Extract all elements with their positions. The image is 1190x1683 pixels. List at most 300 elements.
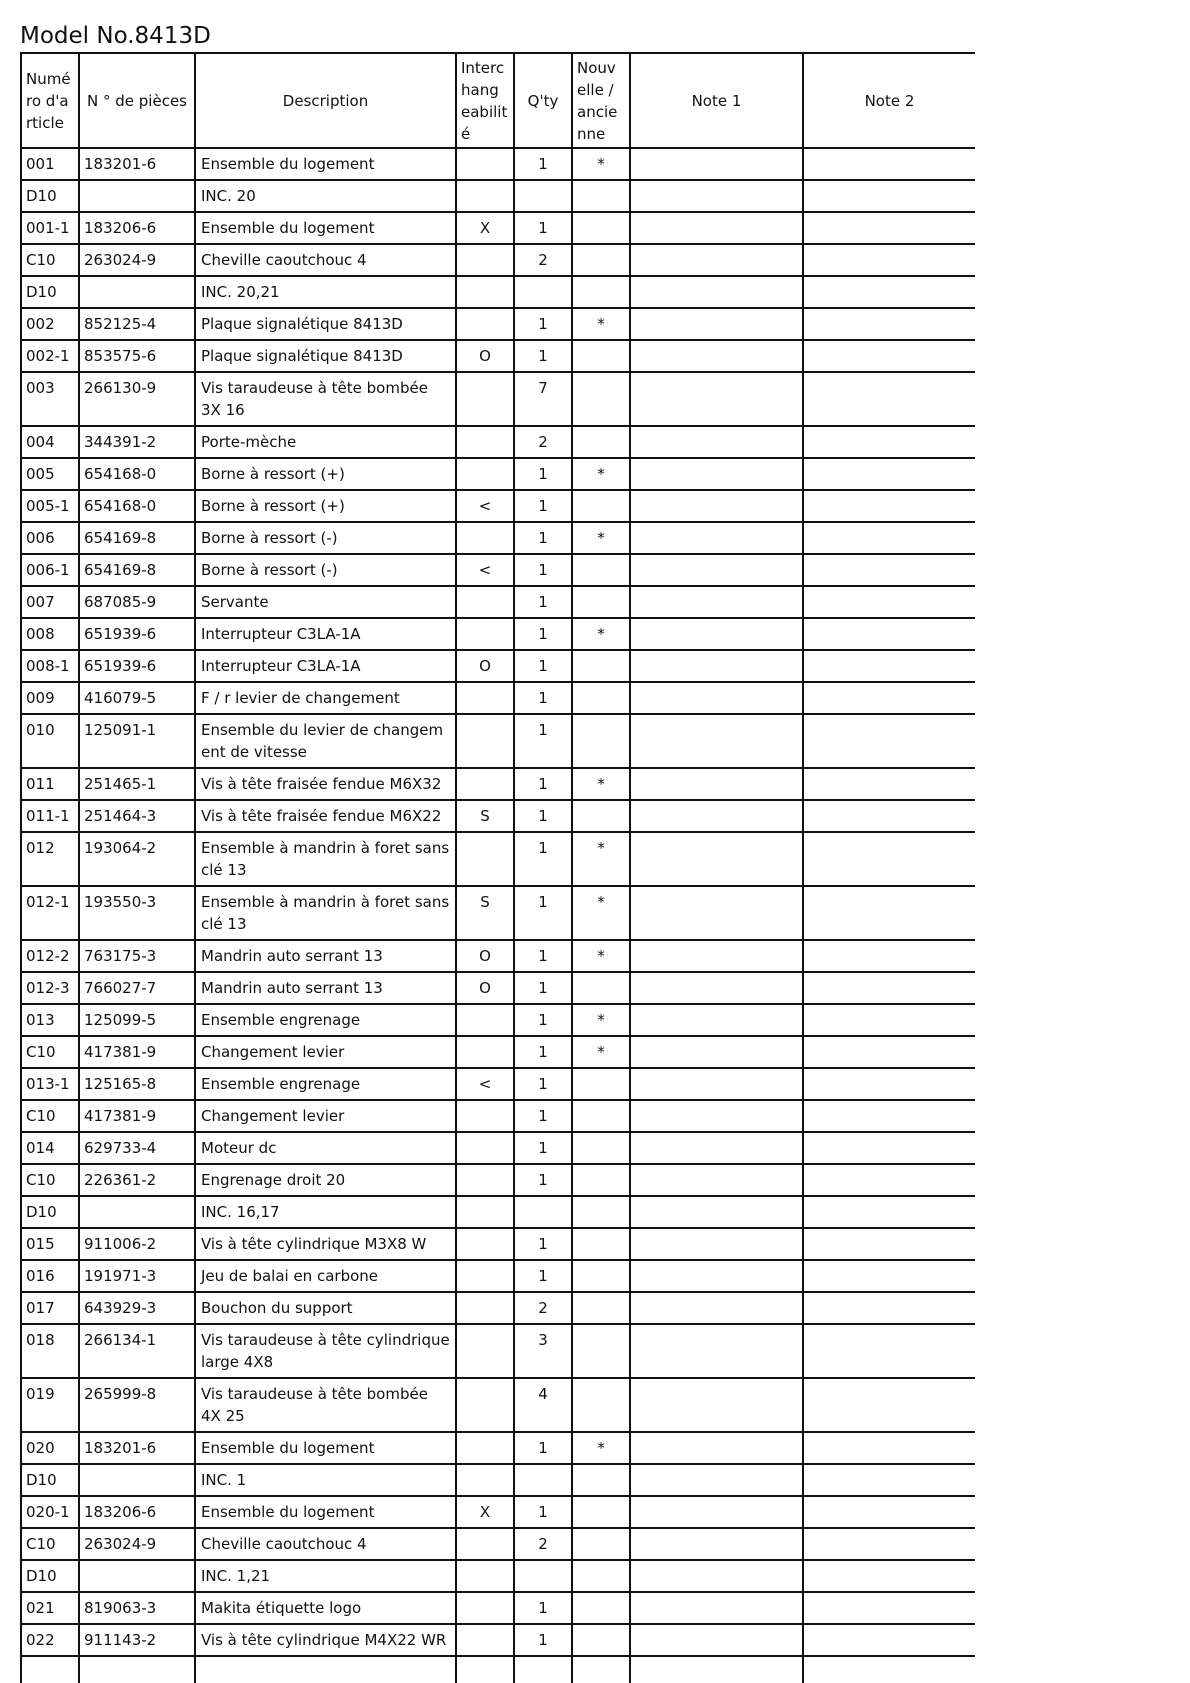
table-header	[21, 53, 975, 148]
cell-note-2	[803, 1036, 975, 1068]
cell-description: Mandrin auto serrant 13	[195, 940, 456, 972]
table-row	[21, 886, 975, 940]
cell-qty	[514, 1196, 572, 1228]
cell-note-2	[803, 832, 975, 886]
cell-part-no	[79, 180, 195, 212]
cell-interchangeability	[456, 768, 514, 800]
cell-part-no: 193064-2	[79, 832, 195, 886]
cell-note-2	[803, 1496, 975, 1528]
cell-qty	[514, 276, 572, 308]
cell-qty: 1	[514, 1036, 572, 1068]
table-row	[21, 650, 975, 682]
cell-interchangeability	[456, 586, 514, 618]
table-row	[21, 1132, 975, 1164]
cell-article-no: 001	[21, 148, 79, 180]
cell-qty: 1	[514, 800, 572, 832]
cell-interchangeability	[456, 1004, 514, 1036]
table-row	[21, 1528, 975, 1560]
cell-interchangeability	[456, 1164, 514, 1196]
header-description: Description	[195, 53, 456, 148]
cell-note-2	[803, 148, 975, 180]
cell-note-2	[803, 586, 975, 618]
table-row	[21, 244, 975, 276]
cell-note-1	[630, 1132, 803, 1164]
cell-part-no: 654169-8	[79, 554, 195, 586]
cell-qty: 1	[514, 458, 572, 490]
cell-new-old	[572, 1378, 630, 1432]
cell-interchangeability	[456, 1432, 514, 1464]
cell-note-2	[803, 1624, 975, 1656]
cell-article-no: 016	[21, 1260, 79, 1292]
cell-interchangeability	[456, 1624, 514, 1656]
cell-description: Ensemble à mandrin à foret sans clé 13	[195, 886, 456, 940]
cell-note-2	[803, 1132, 975, 1164]
empty-cell	[21, 1656, 79, 1683]
cell-note-1	[630, 212, 803, 244]
cell-description: Vis à tête fraisée fendue M6X22	[195, 800, 456, 832]
cell-note-2	[803, 618, 975, 650]
cell-interchangeability	[456, 148, 514, 180]
cell-qty	[514, 1560, 572, 1592]
cell-note-1	[630, 308, 803, 340]
cell-new-old	[572, 554, 630, 586]
table-row	[21, 1324, 975, 1378]
cell-note-2	[803, 1560, 975, 1592]
cell-description: Borne à ressort (-)	[195, 554, 456, 586]
cell-note-1	[630, 372, 803, 426]
cell-description: Vis à tête cylindrique M3X8 W	[195, 1228, 456, 1260]
table-row	[21, 1004, 975, 1036]
table-row-cutoff	[21, 1656, 975, 1683]
table-row	[21, 490, 975, 522]
cell-new-old	[572, 1624, 630, 1656]
cell-note-2	[803, 308, 975, 340]
empty-cell	[456, 1656, 514, 1683]
cell-part-no: 125091-1	[79, 714, 195, 768]
cell-description: INC. 20	[195, 180, 456, 212]
cell-part-no: 183206-6	[79, 1496, 195, 1528]
header-note-1: Note 1	[630, 53, 803, 148]
cell-new-old: *	[572, 308, 630, 340]
cell-description: Vis taraudeuse à tête bombée 4X 25	[195, 1378, 456, 1432]
table-row	[21, 1260, 975, 1292]
cell-part-no: 643929-3	[79, 1292, 195, 1324]
cell-note-1	[630, 1004, 803, 1036]
cell-new-old	[572, 972, 630, 1004]
cell-note-2	[803, 180, 975, 212]
cell-interchangeability	[456, 832, 514, 886]
cell-new-old	[572, 1228, 630, 1260]
cell-note-2	[803, 1292, 975, 1324]
header-qty: Q'ty	[514, 53, 572, 148]
cell-article-no: 012-1	[21, 886, 79, 940]
cell-note-2	[803, 1528, 975, 1560]
cell-description: Moteur dc	[195, 1132, 456, 1164]
cell-interchangeability	[456, 1560, 514, 1592]
cell-qty: 1	[514, 940, 572, 972]
cell-article-no: 013-1	[21, 1068, 79, 1100]
cell-note-1	[630, 682, 803, 714]
cell-note-1	[630, 276, 803, 308]
cell-note-2	[803, 490, 975, 522]
cell-note-1	[630, 618, 803, 650]
cell-qty: 1	[514, 1132, 572, 1164]
cell-part-no: 263024-9	[79, 244, 195, 276]
cell-article-no: 012	[21, 832, 79, 886]
cell-note-1	[630, 1036, 803, 1068]
cell-part-no: 266130-9	[79, 372, 195, 426]
header-part-no: N ° de pièces	[79, 53, 195, 148]
cell-note-1	[630, 554, 803, 586]
cell-note-2	[803, 650, 975, 682]
table-row	[21, 522, 975, 554]
cell-note-1	[630, 650, 803, 682]
cell-description: Ensemble engrenage	[195, 1068, 456, 1100]
cell-interchangeability: X	[456, 212, 514, 244]
cell-note-1	[630, 1560, 803, 1592]
cell-qty: 1	[514, 1068, 572, 1100]
cell-note-1	[630, 1260, 803, 1292]
table-row	[21, 800, 975, 832]
cell-note-2	[803, 1068, 975, 1100]
table-row	[21, 940, 975, 972]
cell-interchangeability	[456, 1528, 514, 1560]
table-row	[21, 554, 975, 586]
cell-article-no: 008-1	[21, 650, 79, 682]
cell-qty: 1	[514, 1496, 572, 1528]
cell-qty: 1	[514, 1260, 572, 1292]
cell-article-no: D10	[21, 1560, 79, 1592]
cell-interchangeability	[456, 426, 514, 458]
cell-new-old	[572, 1528, 630, 1560]
table-row	[21, 276, 975, 308]
cell-qty	[514, 180, 572, 212]
table-row	[21, 832, 975, 886]
cell-interchangeability	[456, 682, 514, 714]
cell-new-old: *	[572, 832, 630, 886]
table-row	[21, 714, 975, 768]
header-note-2: Note 2	[803, 53, 975, 148]
cell-new-old: *	[572, 148, 630, 180]
cell-note-1	[630, 972, 803, 1004]
cell-article-no: 011	[21, 768, 79, 800]
cell-qty	[514, 1464, 572, 1496]
cell-part-no: 266134-1	[79, 1324, 195, 1378]
cell-article-no: 009	[21, 682, 79, 714]
cell-note-2	[803, 972, 975, 1004]
cell-interchangeability	[456, 714, 514, 768]
cell-note-1	[630, 1196, 803, 1228]
cell-new-old: *	[572, 458, 630, 490]
cell-interchangeability	[456, 372, 514, 426]
cell-part-no: 654168-0	[79, 458, 195, 490]
cell-qty: 1	[514, 1432, 572, 1464]
cell-part-no: 911006-2	[79, 1228, 195, 1260]
table-row	[21, 212, 975, 244]
cell-note-2	[803, 276, 975, 308]
cell-qty: 1	[514, 490, 572, 522]
cell-article-no: 020	[21, 1432, 79, 1464]
cell-interchangeability	[456, 244, 514, 276]
cell-qty: 1	[514, 768, 572, 800]
cell-article-no: C10	[21, 1164, 79, 1196]
cell-article-no: 022	[21, 1624, 79, 1656]
cell-part-no: 852125-4	[79, 308, 195, 340]
cell-qty: 1	[514, 1228, 572, 1260]
table-row	[21, 1196, 975, 1228]
cell-new-old	[572, 800, 630, 832]
cell-description: Ensemble du logement	[195, 1496, 456, 1528]
cell-note-2	[803, 1100, 975, 1132]
cell-article-no: C10	[21, 1528, 79, 1560]
cell-part-no: 629733-4	[79, 1132, 195, 1164]
cell-article-no: 017	[21, 1292, 79, 1324]
cell-qty: 1	[514, 972, 572, 1004]
cell-article-no: 003	[21, 372, 79, 426]
cell-description: Engrenage droit 20	[195, 1164, 456, 1196]
cell-qty: 1	[514, 682, 572, 714]
cell-description: Interrupteur C3LA-1A	[195, 618, 456, 650]
cell-article-no: 020-1	[21, 1496, 79, 1528]
cell-qty: 1	[514, 886, 572, 940]
cell-new-old	[572, 490, 630, 522]
cell-article-no: 004	[21, 426, 79, 458]
cell-interchangeability	[456, 1592, 514, 1624]
cell-description: Ensemble du levier de changem ent de vitesse	[195, 714, 456, 768]
cell-interchangeability	[456, 1260, 514, 1292]
table-row	[21, 768, 975, 800]
cell-part-no: 911143-2	[79, 1624, 195, 1656]
cell-interchangeability	[456, 276, 514, 308]
cell-part-no: 417381-9	[79, 1100, 195, 1132]
cell-note-2	[803, 458, 975, 490]
cell-qty: 1	[514, 1624, 572, 1656]
cell-qty: 1	[514, 212, 572, 244]
cell-note-2	[803, 1378, 975, 1432]
table-row	[21, 148, 975, 180]
cell-note-1	[630, 1100, 803, 1132]
cell-article-no: 010	[21, 714, 79, 768]
table-row	[21, 372, 975, 426]
cell-description: INC. 20,21	[195, 276, 456, 308]
cell-article-no: D10	[21, 180, 79, 212]
cell-note-1	[630, 768, 803, 800]
parts-table	[20, 52, 975, 1683]
cell-description: Ensemble du logement	[195, 212, 456, 244]
cell-note-2	[803, 372, 975, 426]
cell-part-no: 819063-3	[79, 1592, 195, 1624]
table-row	[21, 1624, 975, 1656]
cell-description: Changement levier	[195, 1036, 456, 1068]
cell-interchangeability	[456, 1196, 514, 1228]
cell-qty: 1	[514, 554, 572, 586]
cell-new-old	[572, 1260, 630, 1292]
cell-note-1	[630, 1292, 803, 1324]
cell-qty: 1	[514, 586, 572, 618]
empty-cell	[514, 1656, 572, 1683]
table-row	[21, 618, 975, 650]
cell-note-2	[803, 682, 975, 714]
cell-qty: 1	[514, 148, 572, 180]
table-row	[21, 180, 975, 212]
cell-interchangeability	[456, 1324, 514, 1378]
cell-note-2	[803, 714, 975, 768]
cell-article-no: 005	[21, 458, 79, 490]
cell-qty: 1	[514, 832, 572, 886]
cell-part-no	[79, 1196, 195, 1228]
cell-article-no: 013	[21, 1004, 79, 1036]
cell-description: Ensemble à mandrin à foret sans clé 13	[195, 832, 456, 886]
empty-cell	[79, 1656, 195, 1683]
cell-part-no: 193550-3	[79, 886, 195, 940]
cell-part-no	[79, 1560, 195, 1592]
cell-new-old: *	[572, 522, 630, 554]
cell-description: Jeu de balai en carbone	[195, 1260, 456, 1292]
cell-interchangeability: S	[456, 886, 514, 940]
cell-part-no: 226361-2	[79, 1164, 195, 1196]
cell-part-no: 183206-6	[79, 212, 195, 244]
cell-note-1	[630, 458, 803, 490]
table-row	[21, 1432, 975, 1464]
cell-note-1	[630, 340, 803, 372]
cell-description: Vis à tête fraisée fendue M6X32	[195, 768, 456, 800]
cell-note-2	[803, 426, 975, 458]
cell-note-1	[630, 1324, 803, 1378]
cell-part-no: 651939-6	[79, 650, 195, 682]
cell-part-no: 417381-9	[79, 1036, 195, 1068]
cell-article-no: D10	[21, 1196, 79, 1228]
cell-interchangeability	[456, 1100, 514, 1132]
cell-note-2	[803, 522, 975, 554]
cell-part-no: 183201-6	[79, 1432, 195, 1464]
table-row	[21, 682, 975, 714]
cell-note-2	[803, 244, 975, 276]
cell-note-2	[803, 1464, 975, 1496]
cell-note-2	[803, 212, 975, 244]
table-row	[21, 972, 975, 1004]
cell-description: Borne à ressort (+)	[195, 458, 456, 490]
cell-interchangeability: <	[456, 1068, 514, 1100]
cell-description: Plaque signalétique 8413D	[195, 308, 456, 340]
table-row	[21, 458, 975, 490]
cell-interchangeability	[456, 180, 514, 212]
cell-description: Porte-mèche	[195, 426, 456, 458]
cell-note-2	[803, 940, 975, 972]
cell-note-1	[630, 1068, 803, 1100]
cell-new-old: *	[572, 1036, 630, 1068]
cell-new-old	[572, 1132, 630, 1164]
cell-new-old: *	[572, 1004, 630, 1036]
table-row	[21, 1036, 975, 1068]
cell-description: F / r levier de changement	[195, 682, 456, 714]
cell-description: Vis taraudeuse à tête cylindrique large 4X8	[195, 1324, 456, 1378]
cell-new-old	[572, 1164, 630, 1196]
cell-part-no: 766027-7	[79, 972, 195, 1004]
cell-new-old	[572, 1068, 630, 1100]
cell-qty: 1	[514, 522, 572, 554]
cell-part-no: 251464-3	[79, 800, 195, 832]
cell-note-1	[630, 800, 803, 832]
cell-interchangeability	[456, 1036, 514, 1068]
table-row	[21, 1464, 975, 1496]
table-row	[21, 1228, 975, 1260]
cell-new-old	[572, 426, 630, 458]
cell-new-old	[572, 682, 630, 714]
cell-note-1	[630, 1464, 803, 1496]
cell-new-old: *	[572, 940, 630, 972]
cell-new-old: *	[572, 768, 630, 800]
table-row	[21, 1164, 975, 1196]
table-row	[21, 1100, 975, 1132]
cell-note-1	[630, 1592, 803, 1624]
cell-new-old: *	[572, 1432, 630, 1464]
cell-description: Ensemble du logement	[195, 148, 456, 180]
cell-article-no: 006	[21, 522, 79, 554]
cell-new-old	[572, 372, 630, 426]
cell-interchangeability: O	[456, 972, 514, 1004]
cell-note-2	[803, 1260, 975, 1292]
cell-qty: 2	[514, 244, 572, 276]
page-title: Model No.8413D	[20, 23, 211, 49]
table-row	[21, 308, 975, 340]
cell-part-no	[79, 1464, 195, 1496]
cell-interchangeability	[456, 458, 514, 490]
cell-qty: 1	[514, 650, 572, 682]
cell-new-old	[572, 1324, 630, 1378]
cell-note-1	[630, 522, 803, 554]
cell-new-old: *	[572, 886, 630, 940]
cell-part-no	[79, 276, 195, 308]
cell-qty: 1	[514, 1004, 572, 1036]
cell-description: Changement levier	[195, 1100, 456, 1132]
cell-interchangeability: S	[456, 800, 514, 832]
cell-note-2	[803, 886, 975, 940]
cell-interchangeability: X	[456, 1496, 514, 1528]
cell-note-1	[630, 148, 803, 180]
parts-table-container	[20, 52, 975, 1683]
cell-interchangeability	[456, 1464, 514, 1496]
header-interchangeability: Interc hang eabilit é	[456, 53, 514, 148]
cell-note-1	[630, 1432, 803, 1464]
cell-article-no: 021	[21, 1592, 79, 1624]
cell-interchangeability	[456, 1132, 514, 1164]
cell-description: Vis à tête cylindrique M4X22 WR	[195, 1624, 456, 1656]
cell-note-2	[803, 1592, 975, 1624]
cell-new-old	[572, 1496, 630, 1528]
cell-part-no: 654168-0	[79, 490, 195, 522]
table-row	[21, 586, 975, 618]
cell-interchangeability: <	[456, 490, 514, 522]
cell-interchangeability	[456, 618, 514, 650]
table-body	[21, 148, 975, 1683]
cell-description: Servante	[195, 586, 456, 618]
cell-new-old	[572, 586, 630, 618]
cell-part-no: 263024-9	[79, 1528, 195, 1560]
cell-part-no: 125099-5	[79, 1004, 195, 1036]
cell-note-2	[803, 1324, 975, 1378]
cell-part-no: 251465-1	[79, 768, 195, 800]
table-row	[21, 1292, 975, 1324]
cell-qty: 3	[514, 1324, 572, 1378]
cell-article-no: 005-1	[21, 490, 79, 522]
table-row	[21, 1592, 975, 1624]
cell-new-old	[572, 212, 630, 244]
cell-note-2	[803, 1432, 975, 1464]
cell-note-1	[630, 180, 803, 212]
cell-new-old	[572, 340, 630, 372]
cell-description: Plaque signalétique 8413D	[195, 340, 456, 372]
empty-cell	[195, 1656, 456, 1683]
